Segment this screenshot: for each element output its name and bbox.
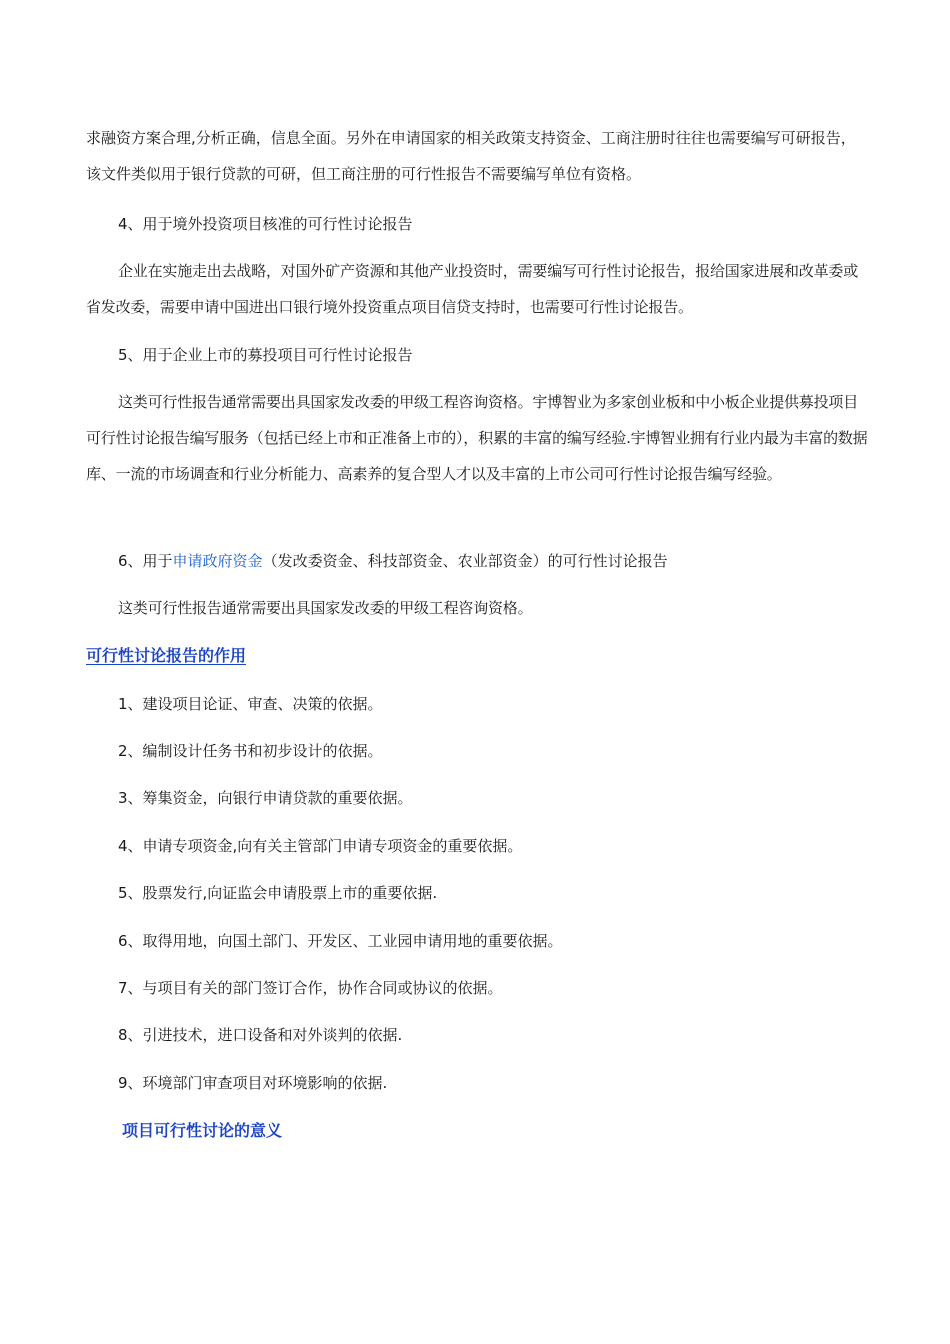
function-item: 5、股票发行,向证监会申请股票上市的重要依据. xyxy=(118,884,438,902)
government-funds-link[interactable]: 申请政府资金 xyxy=(172,552,263,570)
section-heading-project-significance: 项目可行性讨论的意义 xyxy=(122,1121,283,1140)
function-item: 6、取得用地，向国土部门、开发区、工业园申请用地的重要依据。 xyxy=(118,932,563,950)
list-item-government-funds xyxy=(118,543,870,579)
list-item-suffix: （发改委资金、科技部资金、农业部资金）的可行性讨论报告 xyxy=(262,552,668,570)
list-item-prefix: 6、用于 xyxy=(118,552,173,570)
paragraph-government-funds: 这类可行性报告通常需要出具国家发改委的甲级工程咨询资格。 xyxy=(118,599,533,617)
function-item: 1、建设项目论证、审查、决策的依据。 xyxy=(118,695,383,713)
function-item: 2、编制设计任务书和初步设计的依据。 xyxy=(118,742,383,760)
list-item-ipo-projects: 5、用于企业上市的募投项目可行性讨论报告 xyxy=(118,346,413,364)
function-item: 3、筹集资金，向银行申请贷款的重要依据。 xyxy=(118,789,413,807)
paragraph-loan-report: 求融资方案合理,分析正确，信息全面。另外在申请国家的相关政策支持资金、工商注册时往往也需要编写可研报告，该文件类似用于银行贷款的可研，但工商注册的可行性报告不需要编写单位有资格。 xyxy=(86,129,856,183)
paragraph-overseas-investment: 企业在实施走出去战略，对国外矿产资源和其他产业投资时，需要编写可行性讨论报告，报给国家进展和改革委或省发改委，需要申请中国进出口银行境外投资重点项目信贷支持时，也需要可行性讨论报告。 xyxy=(86,262,859,316)
section-heading-report-functions[interactable]: 可行性讨论报告的作用 xyxy=(86,646,247,665)
list-item-overseas-investment: 4、用于境外投资项目核准的可行性讨论报告 xyxy=(118,215,413,233)
function-item: 7、与项目有关的部门签订合作，协作合同或协议的依据。 xyxy=(118,979,503,997)
paragraph-ipo-projects: 这类可行性报告通常需要出具国家发改委的甲级工程咨询资格。宇博智业为多家创业板和中小板企业提供募投项目可行性讨论报告编写服务（包括已经上市和正准备上市的），积累的丰富的编写经验.宇博智业拥有行业内最为丰富的数据库、一流的市场调查和行业分析能力、高素养的复合型人才以及丰富的上市公司可行性讨论报告编写经验。 xyxy=(86,393,868,483)
function-item: 4、申请专项资金,向有关主管部门申请专项资金的重要依据。 xyxy=(118,837,523,855)
function-item: 9、环境部门审查项目对环境影响的依据. xyxy=(118,1074,388,1092)
function-item: 8、引进技术，进口设备和对外谈判的依据. xyxy=(118,1026,403,1044)
